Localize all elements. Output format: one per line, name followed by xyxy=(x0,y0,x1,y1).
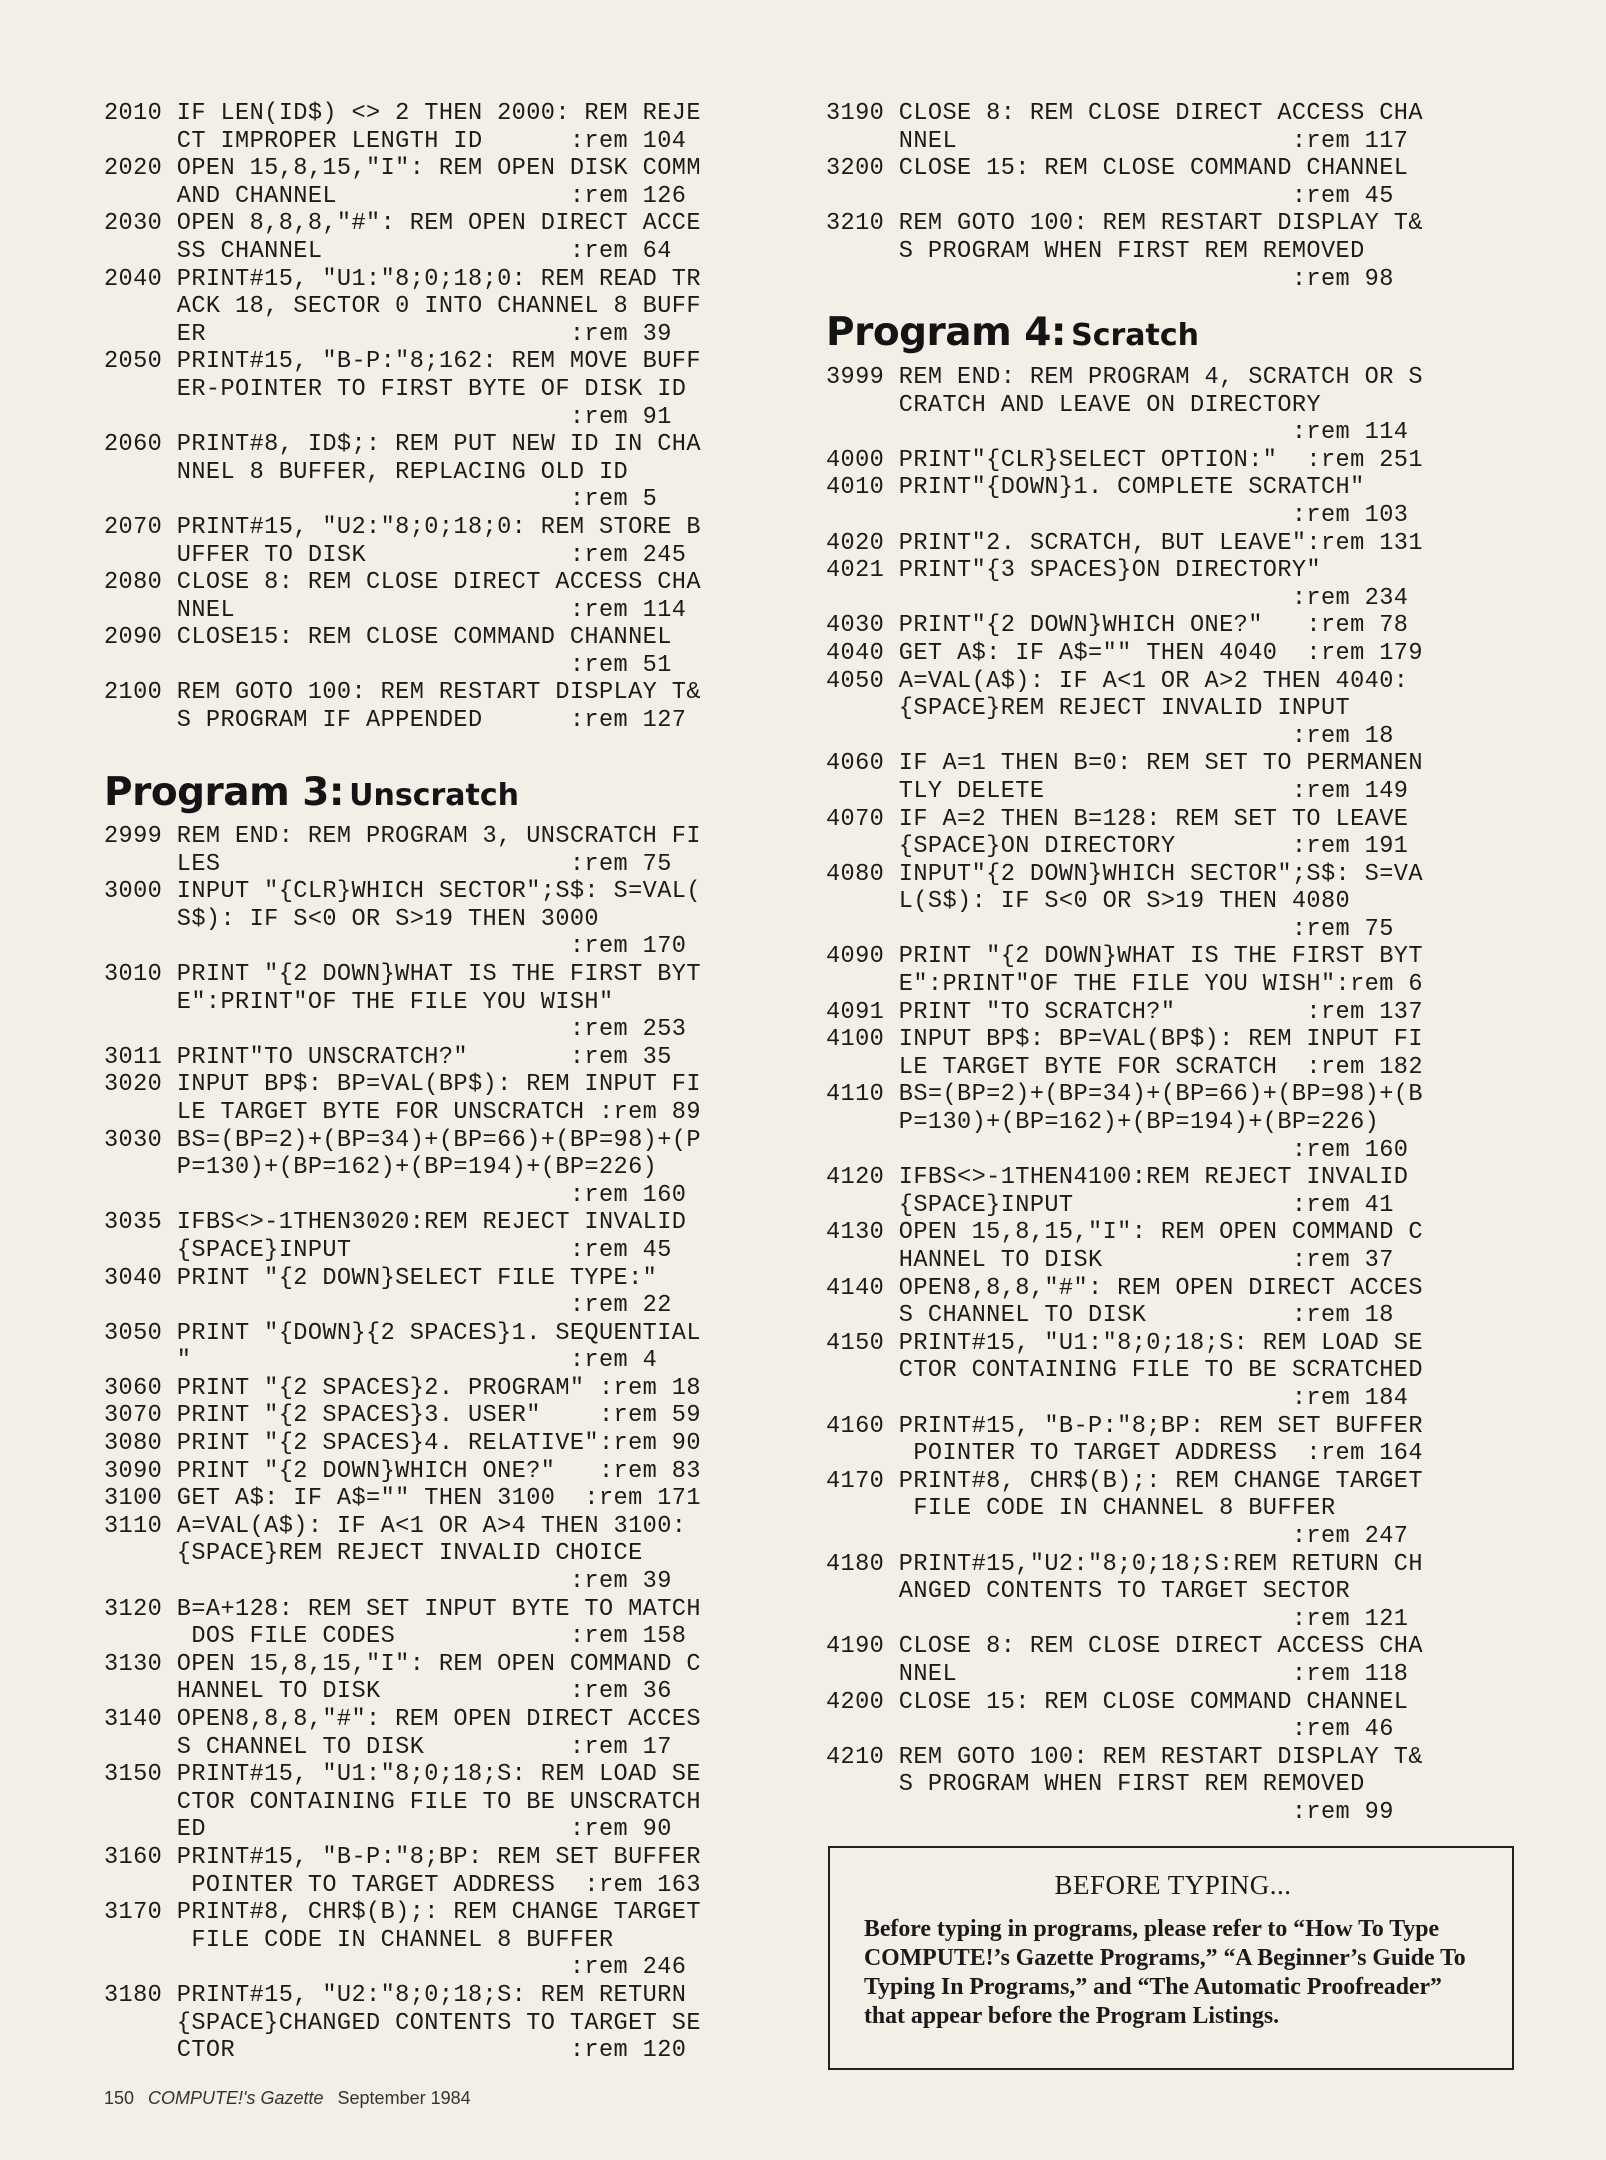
code-line: S CHANNEL TO DISK :rem 18 xyxy=(826,1302,1394,1330)
page-footer xyxy=(104,2088,485,2109)
code-line: 3150 PRINT#15, "U1:"8;0;18;S: REM LOAD SE xyxy=(104,1761,701,1789)
code-line: 3070 PRINT "{2 SPACES}3. USER" :rem 59 xyxy=(104,1402,701,1430)
code-line: TLY DELETE :rem 149 xyxy=(826,777,1409,805)
code-line: 4060 IF A=1 THEN B=0: REM SET TO PERMANEN xyxy=(826,750,1423,778)
program-3-listing xyxy=(104,823,701,2065)
code-line: :rem 22 xyxy=(104,1292,672,1320)
program-2-tail-listing xyxy=(104,100,701,735)
code-line: {SPACE}ON DIRECTORY :rem 191 xyxy=(826,833,1409,861)
code-line: {SPACE}INPUT :rem 45 xyxy=(104,1236,672,1264)
code-line: 3120 B=A+128: REM SET INPUT BYTE TO MATCH xyxy=(104,1595,701,1623)
code-line: 4180 PRINT#15,"U2:"8;0;18;S:REM RETURN CH xyxy=(826,1550,1423,1578)
code-line: 2050 PRINT#15, "B-P:"8;162: REM MOVE BUFF xyxy=(104,348,701,376)
program-3-title-name: Unscratch xyxy=(349,778,520,813)
program-3-title-prefix: Program 3: xyxy=(104,770,345,815)
code-line: 2999 REM END: REM PROGRAM 3, UNSCRATCH FI xyxy=(104,823,701,850)
code-line: S PROGRAM IF APPENDED :rem 127 xyxy=(104,707,687,735)
code-line: 4120 IFBS<>-1THEN4100:REM REJECT INVALID xyxy=(826,1164,1409,1192)
code-line: 3011 PRINT"TO UNSCRATCH?" :rem 35 xyxy=(104,1043,672,1071)
code-line: 4070 IF A=2 THEN B=128: REM SET TO LEAVE xyxy=(826,805,1409,833)
code-line: S PROGRAM WHEN FIRST REM REMOVED xyxy=(826,1771,1365,1799)
code-line: CTOR CONTAINING FILE TO BE UNSCRATCH xyxy=(104,1788,701,1816)
code-line: ER :rem 39 xyxy=(104,320,672,348)
code-line: 3999 REM END: REM PROGRAM 4, SCRATCH OR S xyxy=(826,364,1423,391)
code-line: 4010 PRINT"{DOWN}1. COMPLETE SCRATCH" xyxy=(826,474,1365,502)
code-line: 2090 CLOSE15: REM CLOSE COMMAND CHANNEL xyxy=(104,624,672,652)
code-line: 3210 REM GOTO 100: REM RESTART DISPLAY T& xyxy=(826,210,1423,238)
code-line: 2010 IF LEN(ID$) <> 2 THEN 2000: REM REJE xyxy=(104,100,701,127)
code-line: 3130 OPEN 15,8,15,"I": REM OPEN COMMAND C xyxy=(104,1650,701,1678)
program-3-heading xyxy=(104,770,519,815)
code-line: 3190 CLOSE 8: REM CLOSE DIRECT ACCESS CHA xyxy=(826,100,1423,127)
code-line: " :rem 4 xyxy=(104,1347,658,1375)
page-number: 150 xyxy=(104,2088,135,2108)
code-line: 4050 A=VAL(A$): IF A<1 OR A>2 THEN 4040: xyxy=(826,667,1409,695)
code-line: 4170 PRINT#8, CHR$(B);: REM CHANGE TARGET xyxy=(826,1467,1423,1495)
code-line: {SPACE}REM REJECT INVALID INPUT xyxy=(826,695,1351,723)
code-line: AND CHANNEL :rem 126 xyxy=(104,182,687,210)
code-line: FILE CODE IN CHANNEL 8 BUFFER xyxy=(826,1495,1336,1523)
code-line: E":PRINT"OF THE FILE YOU WISH" xyxy=(104,988,614,1016)
code-line: 3020 INPUT BP$: BP=VAL(BP$): REM INPUT FI xyxy=(104,1071,701,1099)
code-line: 4160 PRINT#15, "B-P:"8;BP: REM SET BUFFER xyxy=(826,1412,1423,1440)
code-line: L(S$): IF S<0 OR S>19 THEN 4080 xyxy=(826,888,1351,916)
code-line: 4091 PRINT "TO SCRATCH?" :rem 137 xyxy=(826,998,1423,1026)
code-line: :rem 114 xyxy=(826,419,1409,447)
code-line: 3080 PRINT "{2 SPACES}4. RELATIVE":rem 90 xyxy=(104,1430,701,1458)
code-line: 3140 OPEN8,8,8,"#": REM OPEN DIRECT ACCES xyxy=(104,1706,701,1733)
code-line: 3170 PRINT#8, CHR$(B);: REM CHANGE TARGET xyxy=(104,1899,701,1927)
code-line: 4140 OPEN8,8,8,"#": REM OPEN DIRECT ACCES xyxy=(826,1274,1423,1302)
code-line: P=130)+(BP=162)+(BP=194)+(BP=226) xyxy=(826,1109,1380,1137)
code-line: 2030 OPEN 8,8,8,"#": REM OPEN DIRECT ACCE xyxy=(104,210,701,238)
program-4-listing xyxy=(826,364,1423,1826)
program-4-title-prefix: Program 4: xyxy=(826,310,1067,355)
code-line: :rem 39 xyxy=(104,1568,672,1596)
program-4-title-name: Scratch xyxy=(1071,318,1200,353)
code-line: E":PRINT"OF THE FILE YOU WISH":rem 6 xyxy=(826,971,1423,999)
code-line: {SPACE}REM REJECT INVALID CHOICE xyxy=(104,1540,643,1568)
code-line: {SPACE}INPUT :rem 41 xyxy=(826,1191,1394,1219)
code-line: HANNEL TO DISK :rem 36 xyxy=(104,1678,672,1706)
notice-text: Before typing in programs, please refer to “How To Type COMPUTE!’s Gazette Programs,” “A Beginner’s Guide To Typing In Programs,” and “The Automatic Proofreader” that appear before the Program Listings. xyxy=(864,1916,1466,2029)
code-line: S PROGRAM WHEN FIRST REM REMOVED xyxy=(826,237,1365,265)
code-line: 4080 INPUT"{2 DOWN}WHICH SECTOR";S$: S=VA xyxy=(826,860,1423,888)
code-line: 3180 PRINT#15, "U2:"8;0;18;S: REM RETURN xyxy=(104,1981,687,2009)
code-line: 3000 INPUT "{CLR}WHICH SECTOR";S$: S=VAL( xyxy=(104,878,701,906)
code-line: S$): IF S<0 OR S>19 THEN 3000 xyxy=(104,905,599,933)
code-line: 4090 PRINT "{2 DOWN}WHAT IS THE FIRST BYT xyxy=(826,943,1423,971)
code-line: :rem 246 xyxy=(104,1954,687,1982)
code-line: 3100 GET A$: IF A$="" THEN 3100 :rem 171 xyxy=(104,1485,701,1513)
code-line: LE TARGET BYTE FOR SCRATCH :rem 182 xyxy=(826,1053,1423,1081)
code-line: NNEL :rem 114 xyxy=(104,596,687,624)
code-line: 4190 CLOSE 8: REM CLOSE DIRECT ACCESS CHA xyxy=(826,1633,1423,1661)
code-line: UFFER TO DISK :rem 245 xyxy=(104,541,687,569)
code-line: NNEL :rem 117 xyxy=(826,127,1409,155)
issue-date: September 1984 xyxy=(337,2088,471,2108)
code-line: :rem 99 xyxy=(826,1798,1394,1826)
code-line: 2060 PRINT#8, ID$;: REM PUT NEW ID IN CHA xyxy=(104,431,701,459)
code-line: 3030 BS=(BP=2)+(BP=34)+(BP=66)+(BP=98)+(P xyxy=(104,1126,701,1154)
code-line: 2100 REM GOTO 100: REM RESTART DISPLAY T& xyxy=(104,679,701,707)
code-line: 2020 OPEN 15,8,15,"I": REM OPEN DISK COMM xyxy=(104,155,701,183)
code-line: ACK 18, SECTOR 0 INTO CHANNEL 8 BUFF xyxy=(104,293,701,321)
code-line: :rem 98 xyxy=(826,265,1394,293)
code-line: 3050 PRINT "{DOWN}{2 SPACES}1. SEQUENTIAL xyxy=(104,1319,701,1347)
code-line: :rem 247 xyxy=(826,1522,1409,1550)
before-typing-notice xyxy=(828,1846,1514,2070)
code-line: FILE CODE IN CHANNEL 8 BUFFER xyxy=(104,1926,614,1954)
code-line: :rem 51 xyxy=(104,651,672,679)
code-line: :rem 121 xyxy=(826,1605,1409,1633)
code-line: :rem 18 xyxy=(826,722,1394,750)
code-line: NNEL :rem 118 xyxy=(826,1660,1409,1688)
code-line: LE TARGET BYTE FOR UNSCRATCH :rem 89 xyxy=(104,1098,701,1126)
code-line: :rem 253 xyxy=(104,1016,687,1044)
code-line: :rem 46 xyxy=(826,1716,1394,1744)
notice-title: BEFORE TYPING... xyxy=(1054,1870,1292,1900)
code-line: :rem 91 xyxy=(104,403,672,431)
code-line: :rem 160 xyxy=(826,1136,1409,1164)
code-line: :rem 234 xyxy=(826,584,1409,612)
code-line: DOS FILE CODES :rem 158 xyxy=(104,1623,687,1651)
code-line: 4020 PRINT"2. SCRATCH, BUT LEAVE":rem 131 xyxy=(826,529,1423,557)
code-line: LES :rem 75 xyxy=(104,850,672,878)
code-line: 3010 PRINT "{2 DOWN}WHAT IS THE FIRST BYT xyxy=(104,960,701,988)
code-line: 4100 INPUT BP$: BP=VAL(BP$): REM INPUT FI xyxy=(826,1026,1423,1054)
code-line: ED :rem 90 xyxy=(104,1816,672,1844)
code-line: NNEL 8 BUFFER, REPLACING OLD ID xyxy=(104,458,629,486)
code-line: 3040 PRINT "{2 DOWN}SELECT FILE TYPE:" xyxy=(104,1264,658,1292)
code-line: 4030 PRINT"{2 DOWN}WHICH ONE?" :rem 78 xyxy=(826,612,1409,640)
code-line: CTOR :rem 120 xyxy=(104,2037,687,2065)
magazine-name: COMPUTE!'s Gazette xyxy=(148,2088,324,2108)
code-line: CTOR CONTAINING FILE TO BE SCRATCHED xyxy=(826,1357,1423,1385)
code-line: 3035 IFBS<>-1THEN3020:REM REJECT INVALID xyxy=(104,1209,687,1237)
code-line: {SPACE}CHANGED CONTENTS TO TARGET SE xyxy=(104,2009,701,2037)
code-line: POINTER TO TARGET ADDRESS :rem 164 xyxy=(826,1440,1423,1468)
code-line: HANNEL TO DISK :rem 37 xyxy=(826,1247,1394,1274)
code-line: 4130 OPEN 15,8,15,"I": REM OPEN COMMAND C xyxy=(826,1219,1423,1247)
code-line: 4150 PRINT#15, "U1:"8;0;18;S: REM LOAD SE xyxy=(826,1329,1423,1357)
code-line: 4040 GET A$: IF A$="" THEN 4040 :rem 179 xyxy=(826,639,1423,667)
code-line: 2080 CLOSE 8: REM CLOSE DIRECT ACCESS CHA xyxy=(104,569,701,597)
code-line: 2070 PRINT#15, "U2:"8;0;18;0: REM STORE B xyxy=(104,513,701,541)
code-line: :rem 184 xyxy=(826,1384,1409,1412)
code-line: S CHANNEL TO DISK :rem 17 xyxy=(104,1733,672,1761)
code-line: SS CHANNEL :rem 64 xyxy=(104,237,672,265)
code-line: 4200 CLOSE 15: REM CLOSE COMMAND CHANNEL xyxy=(826,1688,1409,1716)
code-line: 3110 A=VAL(A$): IF A<1 OR A>4 THEN 3100: xyxy=(104,1512,687,1540)
code-line: ER-POINTER TO FIRST BYTE OF DISK ID xyxy=(104,375,687,403)
code-line: CT IMPROPER LENGTH ID :rem 104 xyxy=(104,127,687,155)
code-line: POINTER TO TARGET ADDRESS :rem 163 xyxy=(104,1871,701,1899)
code-line: 4021 PRINT"{3 SPACES}ON DIRECTORY" xyxy=(826,557,1321,585)
code-line: 4110 BS=(BP=2)+(BP=34)+(BP=66)+(BP=98)+(B xyxy=(826,1081,1423,1109)
code-line: 4000 PRINT"{CLR}SELECT OPTION:" :rem 251 xyxy=(826,446,1423,474)
code-line: 3200 CLOSE 15: REM CLOSE COMMAND CHANNEL xyxy=(826,155,1409,183)
program-4-heading xyxy=(826,310,1199,355)
code-line: 3160 PRINT#15, "B-P:"8;BP: REM SET BUFFER xyxy=(104,1843,701,1871)
code-line: :rem 103 xyxy=(826,501,1409,529)
code-line: :rem 160 xyxy=(104,1181,687,1209)
code-line: :rem 170 xyxy=(104,933,687,961)
code-line: :rem 75 xyxy=(826,915,1394,943)
code-line: 3090 PRINT "{2 DOWN}WHICH ONE?" :rem 83 xyxy=(104,1457,701,1485)
code-line: P=130)+(BP=162)+(BP=194)+(BP=226) xyxy=(104,1154,658,1182)
code-line: 4210 REM GOTO 100: REM RESTART DISPLAY T& xyxy=(826,1743,1423,1771)
code-line: 2040 PRINT#15, "U1:"8;0;18;0: REM READ TR xyxy=(104,265,701,293)
program-3-tail-listing xyxy=(826,100,1423,293)
code-line: 3060 PRINT "{2 SPACES}2. PROGRAM" :rem 18 xyxy=(104,1374,701,1402)
code-line: :rem 45 xyxy=(826,182,1394,210)
code-line: :rem 5 xyxy=(104,486,658,514)
code-line: ANGED CONTENTS TO TARGET SECTOR xyxy=(826,1578,1351,1606)
code-line: CRATCH AND LEAVE ON DIRECTORY xyxy=(826,391,1321,419)
